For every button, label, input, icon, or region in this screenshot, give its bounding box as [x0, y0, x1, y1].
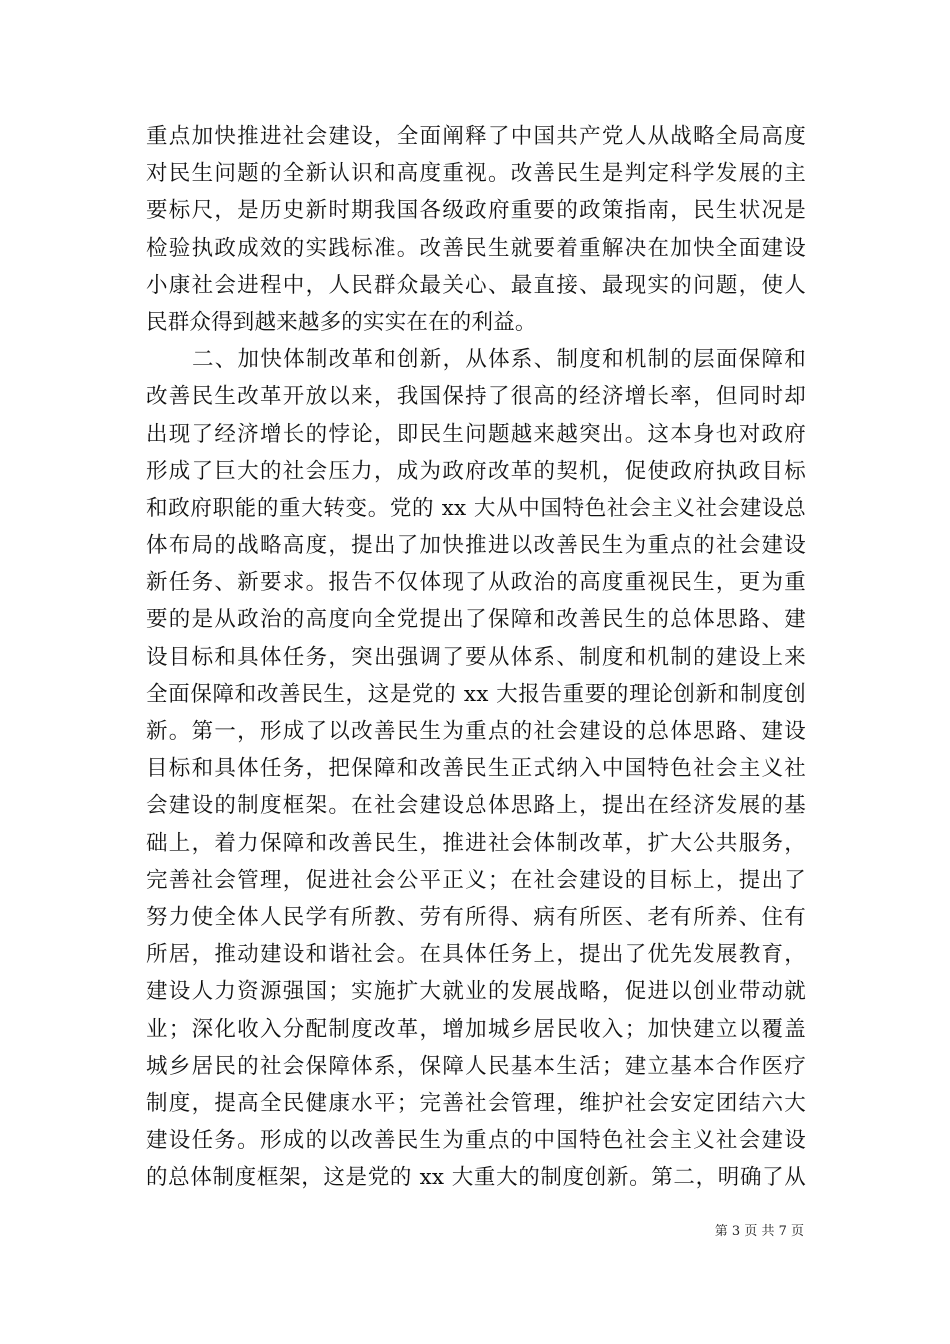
- text-line: 要标尺，是历史新时期我国各级政府重要的政策指南，民生状况是: [146, 198, 806, 224]
- text-line: 努力使全体人民学有所教、劳有所得、病有所医、老有所养、住有: [146, 904, 806, 930]
- text-line: 重点加快推进社会建设，全面阐释了中国共产党人从战略全局高度: [146, 124, 806, 149]
- text-line: 改善民生改革开放以来，我国保持了很高的经济增长率，但同时却: [146, 384, 806, 410]
- text-line: 和政府职能的重大转变。党的 xx 大从中国特色社会主义社会建设总: [146, 495, 806, 521]
- text-line: 制度，提高全民健康水平；完善社会管理，维护社会安定团结六大: [146, 1090, 806, 1116]
- text-line: 出现了经济增长的悖论，即民生问题越来越突出。这本身也对政府: [146, 421, 806, 447]
- text-line: 体布局的战略高度，提出了加快推进以改善民生为重点的社会建设: [146, 533, 806, 559]
- text-line: 新。第一，形成了以改善民生为重点的社会建设的总体思路、建设: [146, 719, 806, 744]
- text-line: 对民生问题的全新认识和高度重视。改善民生是判定科学发展的主: [146, 161, 806, 187]
- text-line: 要的是从政治的高度向全党提出了保障和改善民生的总体思路、建: [146, 607, 806, 633]
- text-line: 全面保障和改善民生，这是党的 xx 大报告重要的理论创新和制度创: [146, 681, 806, 707]
- text-line: 建设任务。形成的以改善民生为重点的中国特色社会主义社会建设: [146, 1128, 806, 1154]
- body-text: [146, 118, 806, 1196]
- text-line: 小康社会进程中，人民群众最关心、最直接、最现实的问题，使人: [146, 272, 806, 298]
- text-line: 形成了巨大的社会压力，成为政府改革的契机，促使政府执政目标: [146, 458, 806, 484]
- text-line: 所居，推动建设和谐社会。在具体任务上，提出了优先发展教育，: [146, 942, 806, 968]
- text-line: 设目标和具体任务，突出强调了要从体系、制度和机制的建设上来: [146, 644, 806, 670]
- text-line: 城乡居民的社会保障体系，保障人民基本生活；建立基本合作医疗: [146, 1053, 806, 1079]
- text-line: 新任务、新要求。报告不仅体现了从政治的高度重视民生，更为重: [146, 570, 806, 596]
- text-line: 检验执政成效的实践标准。改善民生就要着重解决在加快全面建设: [146, 235, 806, 261]
- text-line: 目标和具体任务，把保障和改善民生正式纳入中国特色社会主义社: [146, 756, 806, 782]
- text-line: 完善社会管理，促进社会公平正义；在社会建设的目标上，提出了: [146, 867, 806, 893]
- text-line: 会建设的制度框架。在社会建设总体思路上，提出在经济发展的基: [146, 793, 806, 819]
- text-line: 民群众得到越来越多的实实在在的利益。: [146, 309, 537, 335]
- text-line: 础上，着力保障和改善民生，推进社会体制改革，扩大公共服务，: [146, 830, 806, 856]
- page-number: 第 3 页 共 7 页: [714, 1224, 804, 1239]
- text-line: 建设人力资源强国；实施扩大就业的发展战略，促进以创业带动就: [146, 979, 806, 1005]
- text-line: 二、加快体制改革和创新，从体系、制度和机制的层面保障和: [192, 347, 806, 373]
- text-line: 业；深化收入分配制度改革，增加城乡居民收入；加快建立以覆盖: [146, 1016, 806, 1042]
- text-line: 的总体制度框架，这是党的 xx 大重大的制度创新。第二，明确了从: [146, 1165, 806, 1191]
